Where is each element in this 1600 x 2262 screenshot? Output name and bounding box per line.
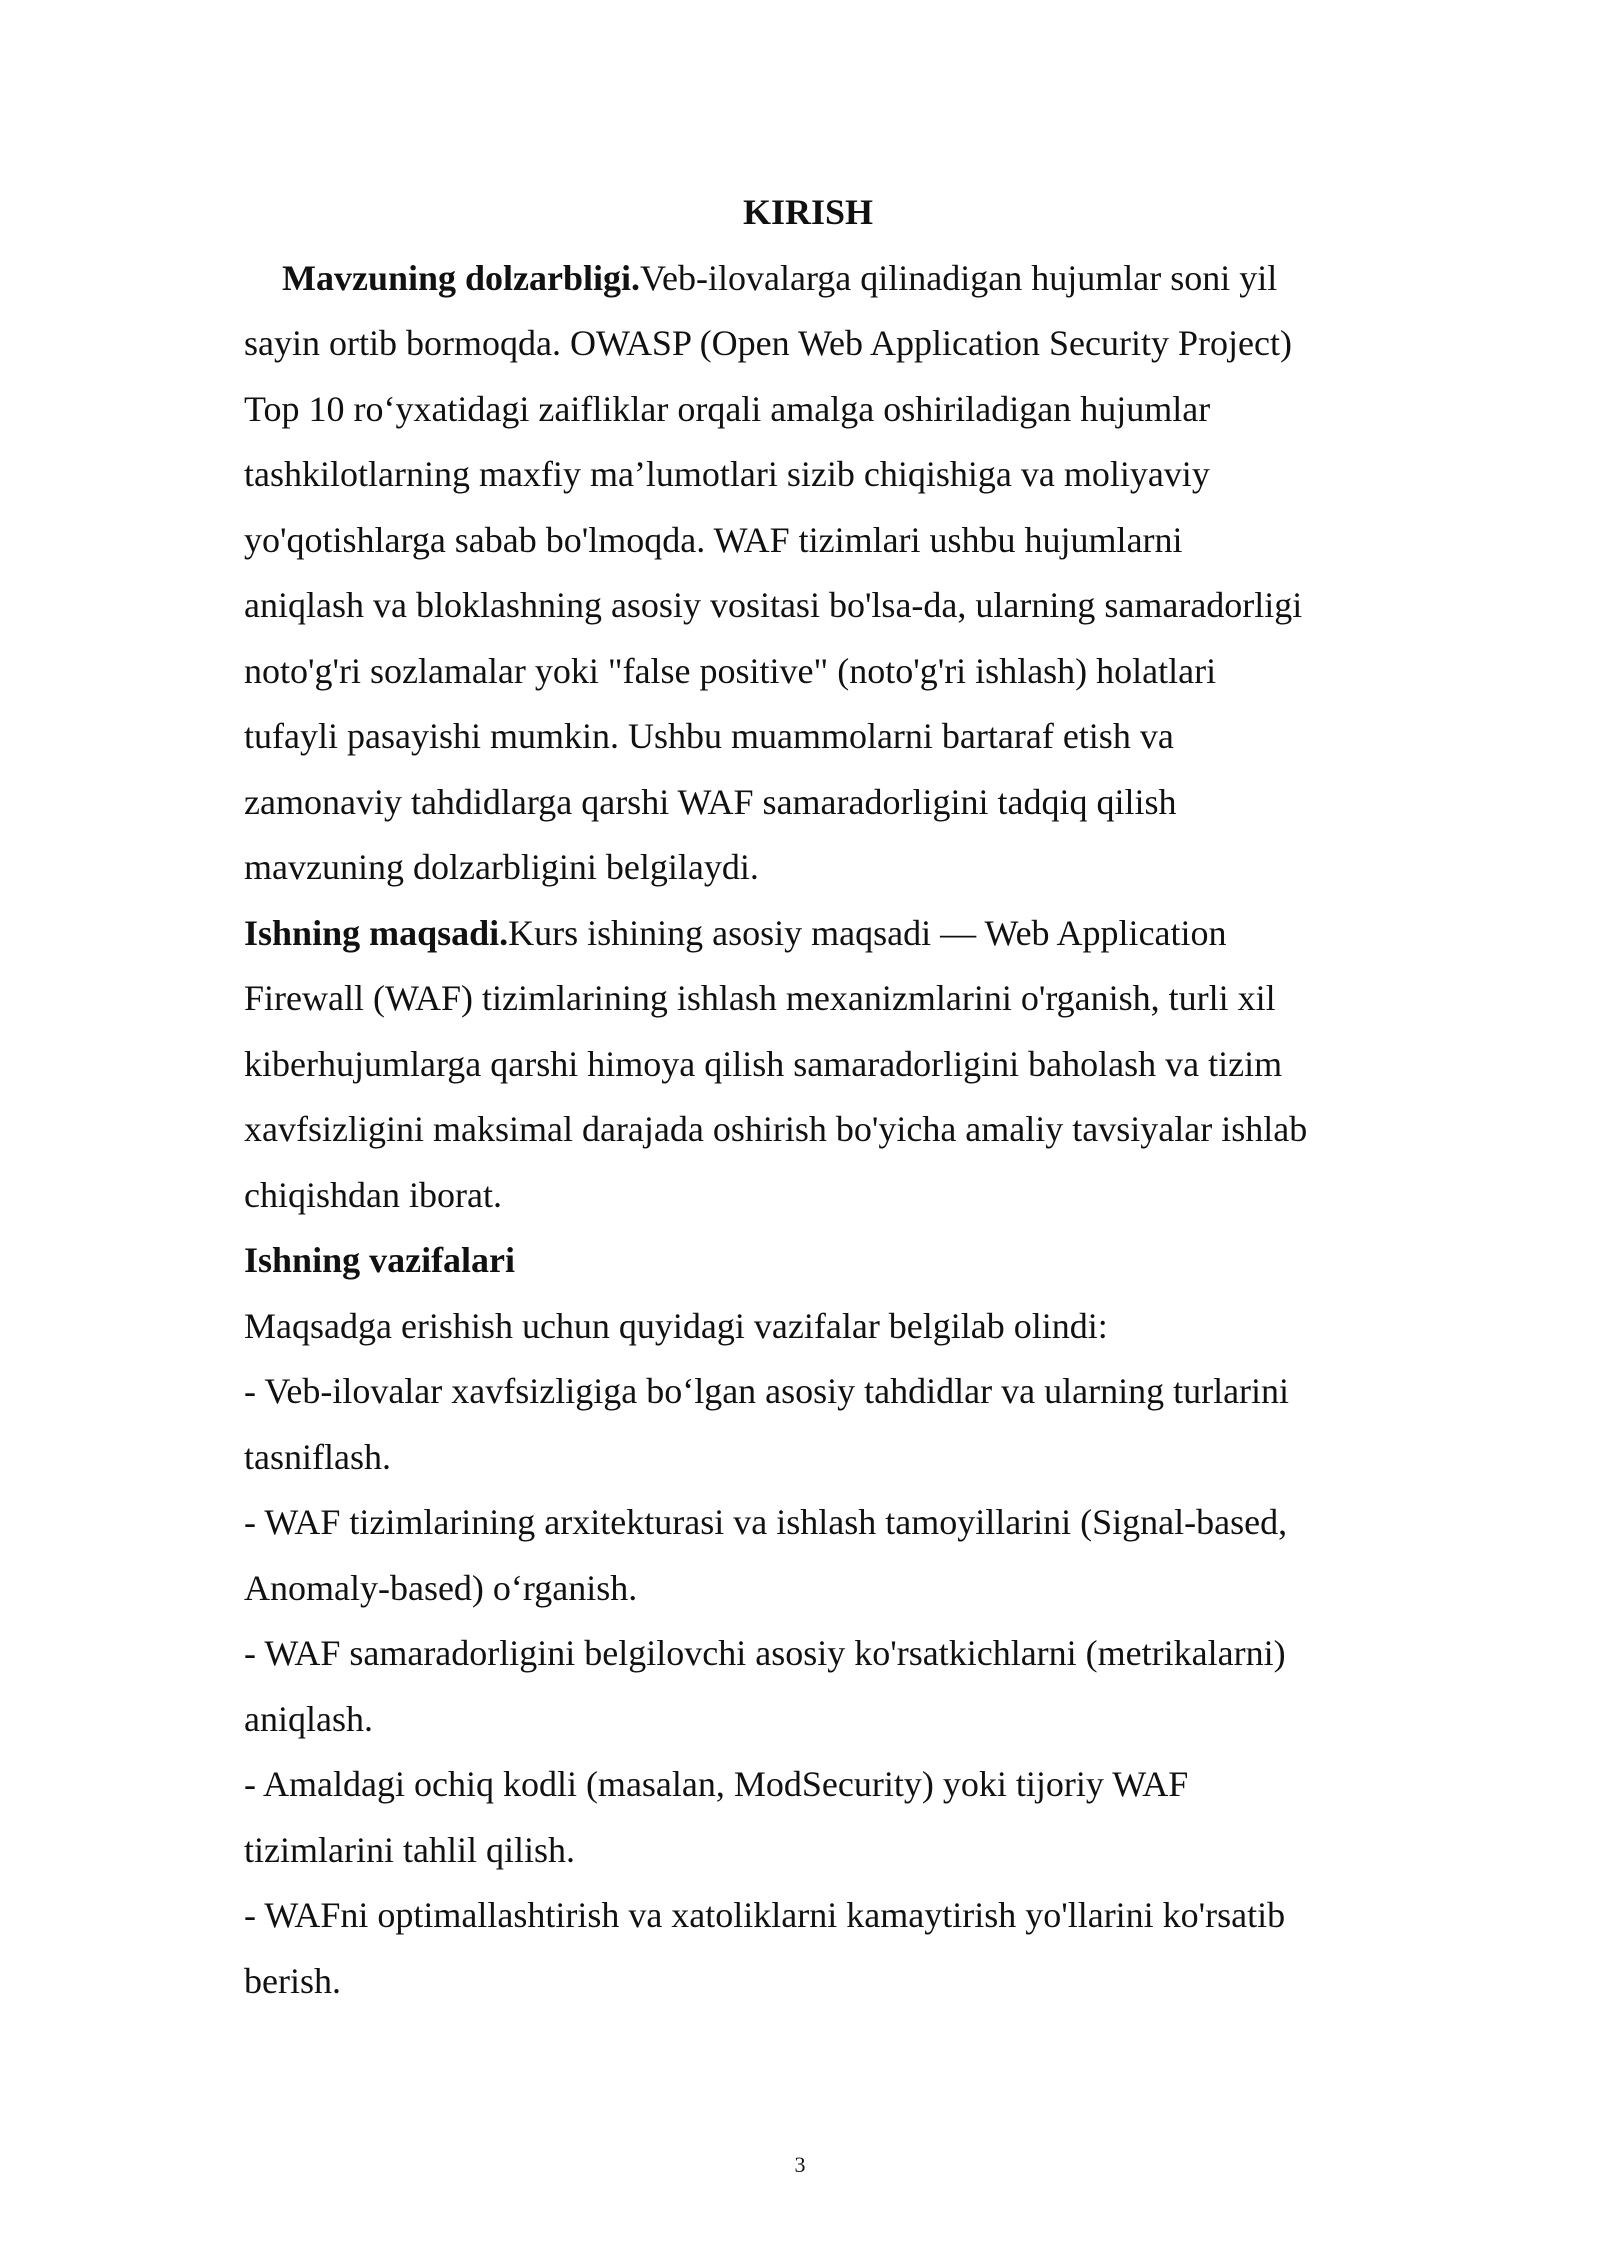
goal-line: kiberhujumlarga qarshi himoya qilish samaradorligini baholash va tizim <box>244 1043 1283 1084</box>
relevance-line: aniqlash va bloklashning asosiy vositasi bo'lsa-da, ularning samaradorligi <box>244 585 1303 625</box>
relevance-line: Mavzuning dolzarbligi.Veb-ilovalarga qilinadigan hujumlar soni yil <box>282 257 1278 298</box>
tasks-section <box>244 1228 1364 2014</box>
relevance-line: sayin ortib bormoqda. OWASP (Open Web Application Security Project) <box>244 323 1292 363</box>
relevance-line: tashkilotlarning maxfiy ma’lumotlari sizib chiqishiga va moliyaviy <box>244 454 1210 494</box>
relevance-section <box>244 246 1364 901</box>
tasks-heading: Ishning vazifalari <box>244 1240 516 1280</box>
relevance-line: yo'qotishlarga sabab bo'lmoqda. WAF tizimlari ushbu hujumlarni <box>244 519 1183 560</box>
goal-heading: Ishning maqsadi. <box>244 912 509 953</box>
task-line: aniqlash. <box>244 1698 373 1739</box>
relevance-line: tufayli pasayishi mumkin. Ushbu muammolarni bartaraf etish va <box>244 716 1174 756</box>
task-line: - WAF tizimlarining arxitekturasi va ishlash tamoyillarini (Signal-based, <box>244 1502 1288 1542</box>
relevance-line: zamonaviy tahdidlarga qarshi WAF samaradorligini tadqiq qilish <box>244 781 1177 822</box>
page-title: KIRISH <box>742 192 874 232</box>
goal-line: Firewall (WAF) tizimlarining ishlash mexanizmlarini o'rganish, turli xil <box>244 978 1276 1018</box>
goal-line: chiqishdan iborat. <box>244 1174 502 1215</box>
task-line: tasniflash. <box>244 1436 391 1477</box>
relevance-line: mavzuning dolzarbligini belgilaydi. <box>244 847 759 887</box>
task-line: berish. <box>244 1960 341 2001</box>
task-line: tizimlarini tahlil qilish. <box>244 1829 575 1870</box>
document-page <box>244 180 1364 2014</box>
relevance-line: Top 10 ro‘yxatidagi zaifliklar orqali amalga oshiriladigan hujumlar <box>244 388 1211 429</box>
goal-line: Ishning maqsadi.Kurs ishining asosiy maqsadi — Web Application <box>244 912 1227 953</box>
goal-section <box>244 901 1364 1229</box>
page-number: 3 <box>794 2152 806 2177</box>
relevance-heading: Mavzuning dolzarbligi. <box>282 257 641 298</box>
relevance-line: noto'g'ri sozlamalar yoki "false positive" (noto'g'ri ishlash) holatlari <box>244 650 1217 691</box>
tasks-intro: Maqsadga erishish uchun quyidagi vazifalar belgilab olindi: <box>244 1305 1108 1346</box>
task-line: - WAFni optimallashtirish va xatoliklarni kamaytirish yo'llarini ko'rsatib <box>244 1895 1286 1935</box>
goal-line: xavfsizligini maksimal darajada oshirish bo'yicha amaliy tavsiyalar ishlab <box>244 1109 1308 1149</box>
task-line: - WAF samaradorligini belgilovchi asosiy ko'rsatkichlarni (metrikalarni) <box>244 1633 1286 1673</box>
task-line: - Amaldagi ochiq kodli (masalan, ModSecurity) yoki tijoriy WAF <box>244 1764 1189 1804</box>
task-line: - Veb-ilovalar xavfsizligiga bo‘lgan asosiy tahdidlar va ularning turlarini <box>244 1371 1290 1411</box>
task-line: Anomaly-based) o‘rganish. <box>244 1567 638 1608</box>
